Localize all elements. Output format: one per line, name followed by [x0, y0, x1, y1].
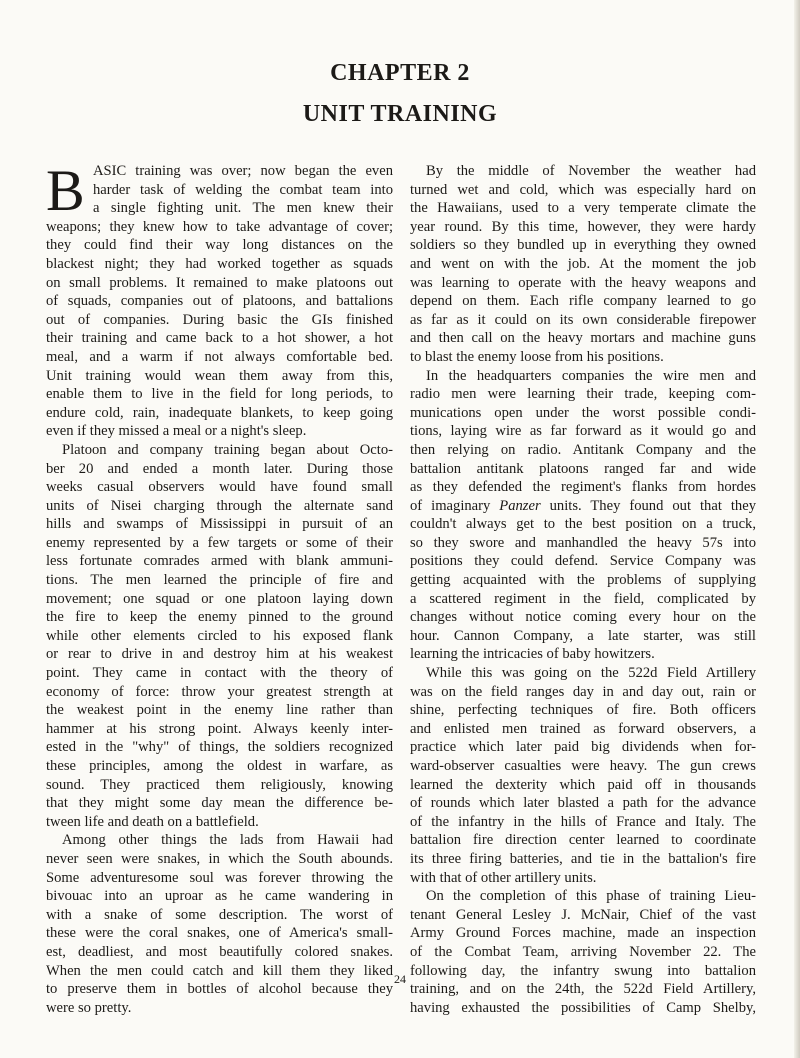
text-line: training, and on the 24th, the 522d Field Artillery, [410, 981, 756, 998]
text-line: or rear to drive in and destroy him at his weakest [46, 646, 393, 663]
text-line: radio men were learning their trade, keeping com- [410, 386, 756, 403]
text-line: tions, laying wire as far forward as it would go and [410, 423, 756, 440]
text-line: never seen were snakes, in which the South abounds. [46, 850, 393, 867]
text-line: sound. They practiced them religiously, knowing [46, 776, 393, 793]
text-line: year round. By this time, however, they were hardy [410, 218, 756, 235]
page-edge-shadow [794, 0, 800, 1058]
text-line: shine, perfecting techniques of fire. Both officers [410, 702, 756, 719]
text-line: a scattered regiment in the field, complicated by [410, 590, 756, 607]
text-line: depend on them. Each rifle company learned to go [410, 293, 756, 310]
text-line: ward-observer casualties were heavy. The gun crews [410, 758, 756, 774]
text-line: battalion fire direction center learned to coordinate [410, 832, 756, 849]
text-line: point. They came in contact with the theory of [46, 665, 393, 682]
text-line: that they might some day mean the difference be- [46, 795, 393, 812]
text-line: their training and came back to a hot shower, a hot [46, 330, 393, 347]
text-line: enemy represented by a few targets or some of their [46, 534, 393, 551]
text-line: est, deadliest, and most beautifully colored snakes. [46, 943, 393, 960]
text-line: learning the intricacies of baby howitzers. [410, 646, 655, 663]
text-line: the fire to keep the enemy pinned to the ground [46, 609, 393, 626]
text-line: to blast the enemy loose from his positions. [410, 348, 664, 365]
text-line: of rounds which later blasted a path for the advance [410, 795, 756, 812]
text-line: When the men could catch and kill them they liked [46, 962, 393, 979]
text-line: harder task of welding the combat team into [93, 181, 393, 198]
text-line: as far as it could on its own considerable firepower [410, 311, 756, 328]
text-line: they could find their way long distances on the [46, 237, 393, 254]
text-line: blackest night; they had worked together as squads [46, 255, 393, 272]
text-line: even if they missed a meal or a night's sleep. [46, 423, 307, 440]
text-line: on small problems. It remained to make platoons out [46, 274, 393, 291]
text-line: less fortunate comrades armed with blank ammuni- [46, 553, 393, 570]
text-line: hammer at his strong point. Always keenly inter- [46, 720, 393, 737]
text-line: economy of force: throw your greatest strength at [46, 683, 393, 700]
text-line: were so pretty. [46, 999, 132, 1016]
text-line: with that of other artillery units. [410, 869, 597, 886]
text-line: units of Nisei charging through the alternate sand [46, 497, 393, 514]
left-text-column [46, 158, 393, 1017]
text-line: of the Combat Team, arriving November 22. The [410, 943, 756, 960]
text-line: hills and swamps of Mississippi in pursuit of an [46, 516, 393, 533]
text-line: as they defended the regiment's flanks from hordes [410, 479, 756, 496]
text-line: On the completion of this phase of training Lieu- [426, 888, 756, 905]
text-line: a single fighting unit. The men knew their [93, 200, 393, 217]
text-line: couldn't always get to the best position on a truck, [410, 516, 756, 533]
text-line: Unit training would wean them away from this, [46, 367, 393, 384]
text-line: these were the coral snakes, one of America's small- [46, 925, 393, 942]
text-line: By the middle of November the weather had [426, 163, 756, 179]
text-line: and went on with the job. At the moment the job [410, 255, 756, 272]
text-line: Some adventuresome soul was forever throwing the [46, 869, 393, 886]
text-line: ested in the "why" of things, the soldiers recognized [46, 739, 393, 756]
page-number: 24 [394, 972, 406, 986]
text-line: the Hawaiians, used to a very temperate climate the [410, 200, 756, 217]
text-line: enable them to live in the field for long periods, to [46, 386, 393, 403]
text-line: battalion antitank platoons ranged far and wide [410, 460, 756, 477]
text-line: tenant General Lesley J. McNair, Chief of the vast [410, 906, 756, 923]
text-line: changes without notice coming every hour on the [410, 609, 756, 626]
text-line: Platoon and company training began about Octo- [62, 441, 393, 458]
text-line: so they swore and manhandled the heavy 57s into [410, 534, 756, 551]
text-line: was on the field ranges day in and day out, rain or [410, 683, 756, 700]
text-line: while other elements circled to his exposed flank [46, 627, 393, 644]
text-line: While this was going on the 522d Field Artillery [426, 665, 756, 682]
text-line: turned wet and cold, which was especially hard on [410, 181, 756, 198]
text-line: of the infantry in the hills of France and Italy. The [410, 813, 756, 830]
text-line: In the headquarters companies the wire men and [426, 367, 756, 384]
text-line: these principles, among the oldest in warfare, as [46, 758, 393, 774]
text-line: then relying on radio. Antitank Company and the [410, 441, 756, 458]
text-line: and then call on the heavy mortars and machine guns [410, 330, 756, 347]
text-line: its three firing batteries, and tie in the battalion's fire [410, 850, 756, 867]
text-line: having exhausted the possibilities of Camp Shelby, [410, 999, 756, 1016]
text-line: with a snake of some description. The worst of [46, 906, 393, 923]
text-line: was learning to operate with the heavy weapons and [410, 274, 756, 291]
text-line: Among other things the lads from Hawaii had [62, 832, 393, 849]
text-line: out of companies. During basic the GIs finished [46, 311, 393, 328]
text-line: following day, the infantry swung into battalion [410, 962, 756, 979]
text-line: soldiers so they bundled up in everything they owned [410, 237, 756, 254]
text-line: learned the dexterity which paid off in thousands [410, 776, 756, 793]
text-line: endure cold, rain, inadequate blankets, to keep going [46, 404, 393, 421]
text-line: positions they could defend. Service Company was [410, 553, 756, 570]
text-line: tween life and death on a battlefield. [46, 813, 259, 830]
text-line: ASIC training was over; now began the even [93, 163, 393, 179]
drop-cap: B [46, 158, 85, 223]
text-line: and enlisted men trained as forward observers, a [410, 720, 756, 737]
text-line: to preserve them in bottles of alcohol because they [46, 981, 393, 998]
text-line: of imaginary Panzer units. They found out that they [410, 497, 756, 514]
text-line: the weakest point in the enemy line rather than [46, 702, 393, 719]
text-line: practice which later paid big dividends when for- [410, 739, 756, 756]
text-line: munications open under the worst possible condi- [410, 404, 756, 421]
right-text-column [410, 162, 756, 1017]
text-line: getting acquainted with the problems of supplying [410, 572, 756, 589]
chapter-number: CHAPTER 2 [330, 60, 470, 86]
chapter-title: UNIT TRAINING [302, 101, 498, 127]
text-line: movement; one squad or one platoon laying down [46, 590, 393, 607]
text-line: Army Ground Forces machine, made an inspection [410, 925, 756, 942]
text-line: bivouac into an uproar as he came wandering in [46, 888, 393, 905]
text-line: hour. Cannon Company, a late starter, was still [410, 627, 756, 644]
text-line: ber 20 and ended a month later. During those [46, 460, 393, 477]
text-line: weapons; they knew how to take advantage of cover; [46, 218, 393, 235]
text-line: weeks casual observers would have found small [46, 479, 393, 496]
text-line: tions. The men learned the principle of fire and [46, 572, 393, 589]
text-line: of squads, companies out of platoons, and battalions [46, 293, 393, 310]
text-line: meal, and a warm if not always comfortable bed. [46, 348, 393, 365]
